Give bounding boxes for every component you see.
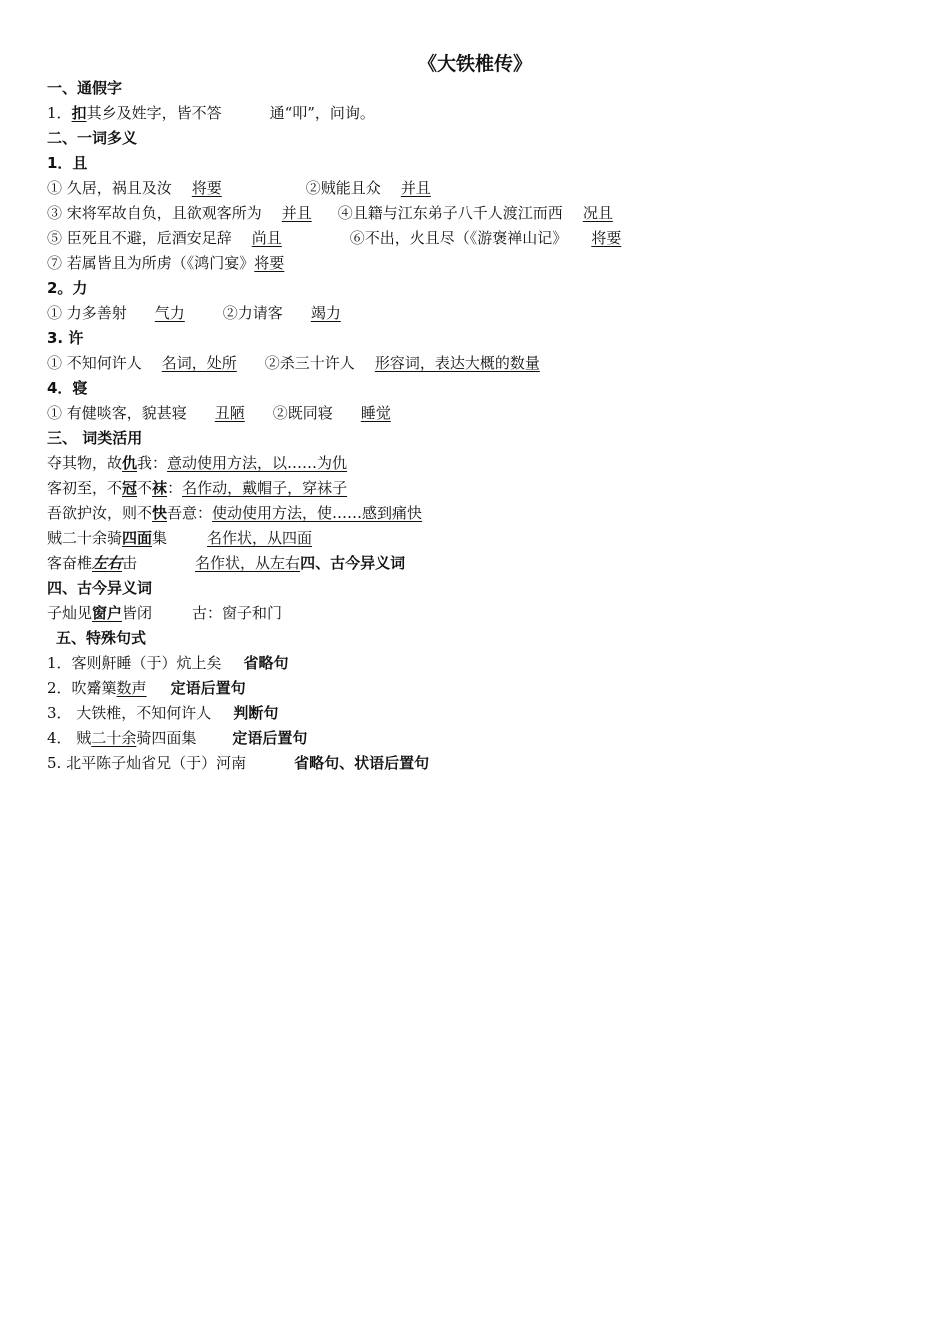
sentence-type: 判断句 — [233, 704, 279, 722]
answer-text: 名作动，戴帽子，穿袜子 — [182, 479, 348, 497]
gujin-row-1 — [47, 601, 282, 626]
example-sentence: ① 久居，祸且及汝 — [47, 179, 172, 197]
answer-text: 名作状，从四面 — [207, 529, 313, 547]
key-char: 仇 — [122, 454, 138, 472]
key-char: 冠 — [122, 479, 138, 497]
jushi-row-3 — [47, 701, 278, 726]
sentence-type: 省略句 — [243, 654, 289, 672]
example-answer: 竭力 — [310, 304, 341, 322]
sentence-text: 客初至，不 — [47, 479, 123, 497]
line-number: 1． — [47, 104, 72, 122]
huoyong-row-3 — [47, 501, 422, 526]
sentence-text: 皆闭 — [122, 604, 153, 622]
key-char: 窗户 — [92, 604, 123, 622]
huoyong-row-2 — [47, 476, 347, 501]
answer-text: 使动使用方法，使……感到痛快 — [212, 504, 423, 522]
sentence-text: 子灿见 — [47, 604, 93, 622]
sentence-text: 夺其物，故 — [47, 454, 123, 472]
qie-row-4 — [47, 251, 284, 276]
underlined-phrase: 二十余 — [91, 729, 137, 747]
example-sentence: ① 不知何许人 — [47, 354, 142, 372]
key-char: 袜 — [152, 479, 168, 497]
jushi-row-5 — [47, 751, 429, 776]
example-sentence: ②既同寝 — [272, 404, 333, 422]
sentence-type: 定语后置句 — [232, 729, 308, 747]
underlined-phrase: 数声 — [116, 679, 147, 697]
key-char: 四面 — [122, 529, 153, 547]
qin-row — [47, 401, 391, 426]
huoyong-row-4 — [47, 526, 312, 551]
example-sentence: ④且籍与江东弟子八千人渡江而西 — [337, 204, 563, 222]
huoyong-row-5 — [47, 551, 405, 576]
answer-text: 通“叩”，问询。 — [269, 104, 375, 122]
xu-row — [47, 351, 540, 376]
document-title: 《大铁椎传》 — [417, 53, 532, 75]
subheading-qie: 1．且 — [47, 154, 88, 172]
key-char: 快 — [152, 504, 168, 522]
example-sentence: ⑦ 若属皆且为所虏（《鸿门宴》 — [47, 254, 255, 272]
sentence-type: 定语后置句 — [170, 679, 246, 697]
example-sentence: ②贼能且众 — [305, 179, 381, 197]
qie-row-2 — [47, 201, 613, 226]
sentence-text: 我： — [137, 454, 168, 472]
example-answer: 名词，处所 — [161, 354, 237, 372]
example-sentence: ③ 宋将军故自负，且欲观客所为 — [47, 204, 262, 222]
example-sentence: ⑤ 臣死且不避，卮酒安足辞 — [47, 229, 232, 247]
qie-row-1 — [47, 176, 431, 201]
sentence-text: 不 — [137, 479, 153, 497]
qie-row-3 — [47, 226, 621, 251]
subheading-qin: 4．寝 — [47, 379, 88, 397]
key-char: 扣 — [71, 104, 87, 122]
stray-heading-text: 四、古今异义词 — [300, 554, 406, 572]
sentence-text: 1．客则鼾睡（于）炕上矣 — [47, 654, 222, 672]
example-answer: 将要 — [591, 229, 622, 247]
example-answer: 并且 — [281, 204, 312, 222]
jushi-row-2 — [47, 676, 246, 701]
example-answer: 将要 — [191, 179, 222, 197]
example-sentence: ②杀三十许人 — [264, 354, 355, 372]
sentence-text: 3． 大铁椎，不知何许人 — [47, 704, 212, 722]
example-answer: 睡觉 — [360, 404, 391, 422]
sentence-text: 骑四面集 — [136, 729, 197, 747]
example-sentence: ②力请客 — [222, 304, 283, 322]
sentence-text: 2．吹觱篥 — [47, 679, 117, 697]
sentence-text: 5. 北平陈子灿省兄（于）河南 — [47, 754, 247, 772]
sentence-text: 4． 贼 — [47, 729, 92, 747]
jushi-row-4 — [47, 726, 307, 751]
section-heading-gujinyiyici: 四、古今异义词 — [47, 579, 153, 597]
answer-text: 名作状，从左右 — [195, 554, 301, 572]
example-answer: 气力 — [154, 304, 185, 322]
example-answer: 将要 — [254, 254, 285, 272]
example-sentence: ① 有健啖客，貌甚寝 — [47, 404, 187, 422]
sentence-text: 吾意： — [167, 504, 213, 522]
section-heading-tongjiazi: 一、通假字 — [47, 79, 123, 97]
subheading-li: 2。力 — [47, 279, 88, 297]
sentence-text: 客奋椎 — [47, 554, 93, 572]
example-answer: 丑陋 — [214, 404, 245, 422]
section-heading-teshujushi: 五、特殊句式 — [56, 629, 147, 647]
example-answer: 尚且 — [251, 229, 282, 247]
sentence-text: 击 — [122, 554, 138, 572]
li-row — [47, 301, 341, 326]
sentence-text: ： — [167, 479, 183, 497]
subheading-xu: 3. 许 — [47, 329, 84, 347]
sentence-text: 其乡及姓字，皆不答 — [86, 104, 222, 122]
section-heading-cileihuoyong: 三、 词类活用 — [47, 429, 143, 447]
sentence-type: 省略句、状语后置句 — [294, 754, 430, 772]
answer-text: 意动使用方法，以……为仇 — [167, 454, 348, 472]
jushi-row-1 — [47, 651, 289, 676]
example-sentence: ⑥不出，火且尽（《游褒禅山记》 — [349, 229, 568, 247]
example-answer: 形容词，表达大概的数量 — [374, 354, 540, 372]
sentence-text: 吾欲护汝，则不 — [47, 504, 153, 522]
huoyong-row-1 — [47, 451, 347, 476]
sentence-text: 集 — [152, 529, 168, 547]
sentence-text: 贼二十余骑 — [47, 529, 123, 547]
section-heading-yiciduoyi: 二、一词多义 — [47, 129, 138, 147]
example-answer: 况且 — [582, 204, 613, 222]
tongjiazi-line-1 — [47, 101, 375, 126]
example-sentence: ① 力多善射 — [47, 304, 127, 322]
example-answer: 并且 — [400, 179, 431, 197]
key-char: 左右 — [92, 554, 123, 572]
answer-text: 古：窗子和门 — [192, 604, 283, 622]
